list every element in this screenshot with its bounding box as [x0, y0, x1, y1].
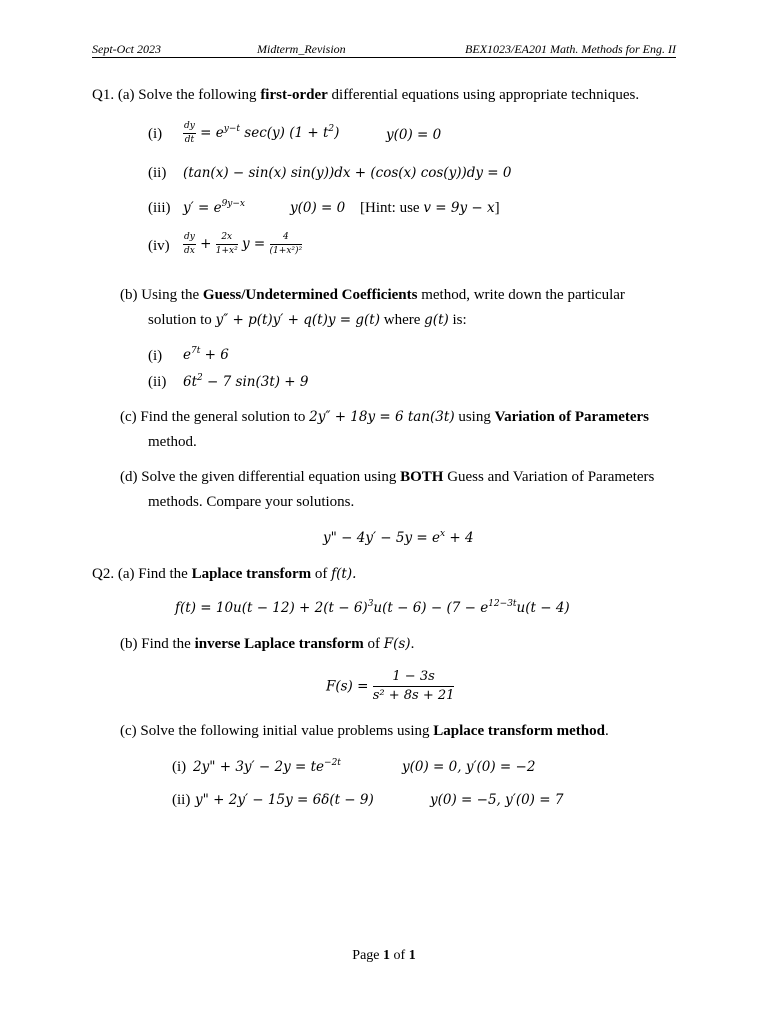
q1b-line2: solution to y″ + p(t)y′ + q(t)y = g(t) where g(t) is: [148, 312, 467, 328]
q2c-i-equation: 2y" + $3y' - 2y = te^{-2t}$ [193, 758, 341, 775]
q1-intro-bold: first-order [260, 87, 328, 103]
q1a-iv-label: (iv) [148, 238, 170, 254]
q1c-line2: method. [148, 434, 197, 450]
q2c-line: (c) Solve the following initial value problems using Laplace transform method. [120, 723, 609, 739]
q1b-line1: (b) Using the Guess/Undetermined Coefficients method, write down the particular [120, 287, 625, 303]
q1-intro-text-end: differential equations using appropriate techniques. [327, 87, 640, 103]
q1b-i-equation: $e^{7t} + 6$ [183, 346, 229, 363]
header-date: Sept-Oct 2023 [92, 42, 161, 56]
header-rule [92, 57, 676, 58]
q2c-ii-initial-conditions: y(0) = −5, y′(0) = 7 [430, 792, 564, 808]
q1b-i-label: (i) [148, 348, 163, 364]
q2b-line: (b) Find the inverse Laplace transform of F(s). [120, 636, 415, 652]
q2a-equation: $f(t) = 10u(t - 12) + 2(t - 6)^3u(t - 6) - (7 - e^{12-3t}u(t - 4)$ [175, 599, 570, 616]
q1d-line1: (d) Solve the given differential equation using BOTH Guess and Variation of Parameters [120, 469, 655, 485]
q1a-iv-equation: $\frac{dy}{dx}$ + $\frac{2x}{\text{1+x²}}$ y = $\frac{4}{\text{(1+x²)²}}$ [184, 232, 303, 256]
q1b-ii-label: (ii) [148, 374, 167, 390]
header-course: BEX1023/EA201 Math. Methods for Eng. II [465, 42, 676, 56]
q1a-i-equation: $\frac{dy}{dt}$ = $e^{y-t}$ sec(y) $(1 + t^2)$ [184, 121, 340, 145]
q1a-iii-initial-condition: y(0) = 0 [290, 200, 346, 216]
q1-intro-text: Q1. (a) Solve the following [92, 87, 261, 103]
q2c-ii-label: (ii) [172, 792, 191, 808]
q2a-line: Q2. (a) Find the Laplace transform of f(t). [92, 566, 357, 582]
q1a-iii-label: (iii) [148, 200, 171, 216]
q1a-iii-hint: [Hint: use v = 9y − x] [360, 200, 500, 216]
page-footer: Page 1 of 1 [352, 948, 416, 963]
transfer-function-fraction: $\frac{1 - 3s}{\text{s² + 8s + 21}}$ [372, 669, 455, 703]
dy-dt-fraction: $\frac{dy}{dt}$ [184, 121, 195, 145]
q1b-ii-equation: $6t^2 - 7$ sin(3t) + 9 [183, 373, 309, 390]
dy-dx-fraction: $\frac{dy}{dx}$ [184, 232, 195, 256]
q1-intro [92, 87, 639, 104]
q1d-equation: y" − $4y' - 5y = e^x + 4$ [323, 529, 474, 546]
rhs-fraction: $\frac{4}{\text{(1+x²)²}}$ [269, 232, 303, 256]
q2c-i-label: (i) [172, 759, 187, 775]
q2c-ii-equation: y" + 2y′ − 15y = 6δ(t − 9) [195, 792, 374, 808]
q2b-equation: F(s) = $\frac{1 - 3s}{\text{s² + 8s + 21}}$ [326, 669, 455, 703]
q1a-i-label: (i) [148, 126, 163, 142]
q2c-i-initial-conditions: y(0) = 0, y′(0) = −2 [402, 759, 536, 775]
q1d-line2: methods. Compare your solutions. [148, 494, 355, 510]
q1c-line1: (c) Find the general solution to 2y″ + 18y = 6 tan(3t) using Variation of Parameters [120, 409, 650, 425]
header-title: Midterm_Revision [257, 42, 346, 56]
q1a-ii-equation: (tan(x) − sin(x) sin(y))dx + (cos(x) cos(y))dy = 0 [183, 165, 512, 181]
q1a-iii-equation: $y' = e^{9y-x}$ [183, 199, 246, 216]
coefficient-fraction: $\frac{2x}{\text{1+x²}}$ [215, 232, 238, 256]
q1a-i-initial-condition: y(0) = 0 [386, 127, 442, 143]
q1a-ii-label: (ii) [148, 165, 167, 181]
